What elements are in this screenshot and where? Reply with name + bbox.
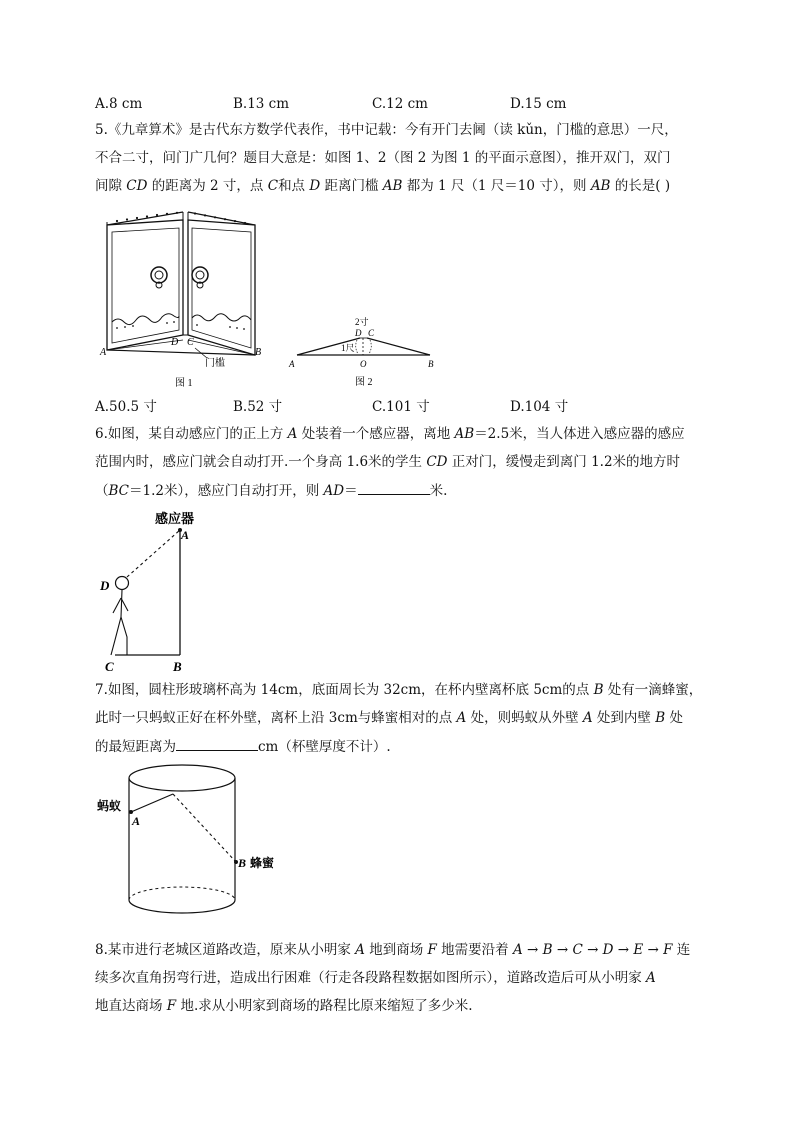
q7-honey-label: 蜂蜜 bbox=[250, 856, 275, 870]
fig2-caption: 图 2 bbox=[355, 377, 373, 388]
q6-sensor-label: 感应器 bbox=[155, 511, 195, 526]
q4-option-c: C.12 cm bbox=[372, 96, 428, 112]
q6-label-a: A bbox=[181, 528, 190, 542]
q8-line-2: 续多次直角拐弯行进，造成出行困难（行走各段路程数据如图所示），道路改造后可从小明家 A bbox=[95, 970, 656, 986]
q7-answer-blank[interactable] bbox=[176, 736, 258, 751]
q7-label-a: A bbox=[132, 814, 141, 828]
q8-line-3: 地直达商场 F 地.求从小明家到商场的路程比原来缩短了多少米. bbox=[95, 998, 473, 1014]
fig1-label-a: A bbox=[100, 347, 107, 358]
fig1-label-c: C bbox=[187, 337, 194, 348]
q6-line-3: （BC＝1.2米），感应门自动打开，则 AD＝ 米. bbox=[95, 480, 447, 501]
q7-figure-cylinder bbox=[95, 760, 295, 935]
q6-line-1: 6.如图，某自动感应门的正上方 A 处装着一个感应器，离地 AB＝2.5米，当人体进入感应器的感应 bbox=[95, 426, 685, 442]
fig2-label-o: O bbox=[360, 359, 367, 369]
q5-figure-2-plan bbox=[285, 305, 445, 390]
q5-option-b: B.52 寸 bbox=[233, 399, 283, 415]
q6-figure-sensor bbox=[95, 505, 225, 675]
fig1-caption: 图 1 bbox=[175, 378, 193, 389]
fig2-label-c: C bbox=[368, 328, 375, 338]
q7-line-3: 的最短距离为 cm（杯壁厚度不计）. bbox=[95, 736, 391, 757]
q5-figure-1-doors bbox=[95, 200, 275, 395]
fig2-label-b: B bbox=[428, 359, 434, 369]
q4-option-b: B.13 cm bbox=[233, 96, 290, 112]
q4-option-d: D.15 cm bbox=[510, 96, 567, 112]
fig1-label-b: B bbox=[255, 347, 262, 358]
q6-label-d: D bbox=[100, 578, 110, 593]
q4-option-a: A.8 cm bbox=[95, 96, 143, 112]
fig1-label-d: D bbox=[171, 337, 179, 348]
q7-line-1: 7.如图，圆柱形玻璃杯高为 14cm，底面周长为 32cm，在杯内壁离杯底 5cm的点 B 处有一滴蜂蜜， bbox=[95, 682, 703, 698]
q5-option-c: C.101 寸 bbox=[372, 399, 430, 415]
fig2-label-1chi: 1尺 bbox=[341, 343, 355, 353]
q6-line-2: 范围内时，感应门就会自动打开.一个身高 1.6米的学生 CD 正对门，缓慢走到离门 1.2米的地方时 bbox=[95, 454, 681, 470]
q5-line-3: 间隙 CD 的距离为 2 寸，点 C和点 D 距离门槛 AB 都为 1 尺（1 尺＝10 寸），则 AB 的长是( ) bbox=[95, 178, 671, 194]
fig2-label-2cun: 2寸 bbox=[355, 317, 369, 327]
fig2-label-a: A bbox=[289, 359, 295, 369]
q6-answer-blank[interactable] bbox=[358, 480, 430, 495]
q8-line-1: 8.某市进行老城区道路改造，原来从小明家 A 地到商场 F 地需要沿着 A → B → C → D → E → F 连 bbox=[95, 942, 691, 958]
q7-ant-label: 蚂蚁 bbox=[97, 799, 122, 813]
q5-line-1: 5.《九章算术》是古代东方数学代表作，书中记载：今有开门去阃（读 kǔn，门槛的意思）一尺， bbox=[95, 122, 678, 138]
fig1-label-sill: 门槛 bbox=[205, 358, 225, 369]
q6-label-b: B bbox=[173, 659, 182, 674]
q7-line-2: 此时一只蚂蚁正好在杯外壁，离杯上沿 3cm与蜂蜜相对的点 A 处，则蚂蚁从外壁 A 处到内壁 B 处 bbox=[95, 710, 683, 726]
q5-option-d: D.104 寸 bbox=[510, 399, 569, 415]
q6-label-c: C bbox=[105, 659, 114, 674]
fig2-label-d: D bbox=[355, 328, 362, 338]
q7-label-b: B bbox=[238, 856, 247, 870]
q5-option-a: A.50.5 寸 bbox=[95, 399, 157, 415]
q5-line-2: 不合二寸，问门广几何？题目大意是：如图 1、2（图 2 为图 1 的平面示意图），推开双门，双门 bbox=[95, 150, 671, 166]
